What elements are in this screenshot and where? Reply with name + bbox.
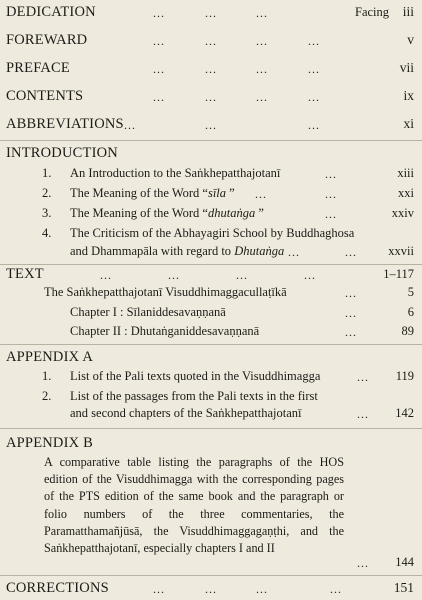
toc-intro-item-page: xxvii [388, 244, 414, 258]
toc-intro-item-term: sīla [207, 186, 227, 200]
toc-text-item-title: Chapter I : Sīlaniddesavaṇṇanā [70, 305, 226, 319]
toc-foreward-page: v [407, 32, 414, 47]
toc-text-leader: ... [168, 268, 180, 282]
toc-dedication-leader: ... [205, 6, 217, 20]
toc-text-label: TEXT [6, 266, 44, 282]
toc-intro-item-leader: ... [325, 207, 337, 221]
toc-text-item-page: 6 [407, 305, 414, 319]
toc-intro-item-leader: ... [255, 187, 267, 201]
toc-contents-leader: ... [205, 90, 217, 104]
toc-abbreviations-page: xi [403, 116, 414, 131]
toc-intro-item-number: 3. [42, 206, 52, 220]
section-divider [0, 344, 422, 345]
toc-foreward-leader: ... [205, 34, 217, 48]
toc-foreward-leader: ... [256, 34, 268, 48]
toc-corrections-label: CORRECTIONS [6, 580, 109, 596]
toc-corrections-page: 151 [393, 580, 414, 595]
toc-appendix-a-item-leader: ... [357, 370, 369, 384]
toc-abbreviations-leader: ... [205, 118, 217, 132]
toc-text-leader: ... [236, 268, 248, 282]
toc-contents-page: ix [403, 88, 414, 103]
toc-corrections-leader: ... [205, 582, 217, 596]
toc-intro-item-title: The Meaning of the Word “sīla ” [70, 186, 235, 200]
toc-contents-leader: ... [308, 90, 320, 104]
toc-appendix-a-item-number: 2. [42, 389, 52, 403]
toc-appendix-b-description: A comparative table listing the paragraphs of the HOS edition of the Visuddhimagga with the corresponding pages of the PTS edition of the same book and the paragraph or folio numbers of the three commentaries, the Paramatthamañjūsā, the Visuddhimaggagaṇṭhi, and the Saṅkhepatthajotanī, especially chapters I and II [44, 455, 344, 556]
toc-corrections-leader: ... [153, 582, 165, 596]
toc-contents-leader: ... [256, 90, 268, 104]
toc-intro-item-leader: ... [345, 245, 357, 259]
toc-appendix-a-item-page: 142 [395, 406, 414, 420]
toc-contents-label: CONTENTS [6, 88, 84, 104]
toc-appendix-a-item-leader: ... [357, 407, 369, 421]
toc-introduction-label: INTRODUCTION [6, 145, 118, 161]
toc-intro-item-page: xxi [398, 186, 414, 200]
toc-abbreviations-leader: ... [308, 118, 320, 132]
toc-text-leader: ... [304, 268, 316, 282]
toc-intro-item-number: 2. [42, 186, 52, 200]
toc-text-item-page: 5 [407, 285, 414, 299]
toc-text-item-page: 89 [401, 324, 414, 338]
toc-corrections-leader: ... [256, 582, 268, 596]
section-divider [0, 140, 422, 141]
section-divider [0, 428, 422, 429]
toc-text-item-leader: ... [345, 306, 357, 320]
toc-intro-item-term: dhutaṅga [207, 206, 256, 220]
toc-text-item-title: The Saṅkhepatthajotanī Visuddhimaggacullaṭīkā [44, 285, 287, 299]
toc-text-item-title: Chapter II : Dhutaṅganiddesavaṇṇanā [70, 324, 260, 338]
toc-intro-item-page: xxiv [391, 206, 414, 220]
toc-contents-leader: ... [153, 90, 165, 104]
toc-intro-item-title: The Meaning of the Word “dhutaṅga ” [70, 206, 264, 220]
toc-appendix-a-item-page: 119 [395, 369, 414, 383]
toc-foreward-leader: ... [308, 34, 320, 48]
toc-intro-item-leader: ... [325, 187, 337, 201]
toc-appendix-b-label: APPENDIX B [6, 435, 93, 451]
toc-appendix-b-page: 144 [395, 555, 414, 569]
toc-dedication-leader: ... [153, 6, 165, 20]
toc-appendix-a-item-title: List of the passages from the Pali texts in the first [70, 389, 318, 403]
toc-dedication-facing: Facing [355, 5, 390, 19]
toc-dedication-leader: ... [256, 6, 268, 20]
toc-appendix-b-leader: ... [357, 556, 369, 570]
toc-preface-label: PREFACE [6, 60, 70, 76]
toc-preface-leader: ... [205, 62, 217, 76]
toc-abbreviations-label: ABBREVIATIONS [6, 116, 124, 132]
toc-preface-leader: ... [308, 62, 320, 76]
toc-preface-page: vii [399, 60, 414, 75]
toc-text-item-leader: ... [345, 286, 357, 300]
toc-text-page: 1–117 [383, 267, 414, 281]
toc-text-item-leader: ... [345, 325, 357, 339]
toc-intro-item-page: xiii [397, 166, 414, 180]
toc-dedication-page: iii [402, 4, 414, 19]
toc-intro-item-number: 4. [42, 226, 52, 240]
toc-intro-item-title: The Criticism of the Abhayagiri School by Buddhaghosa [70, 226, 355, 240]
toc-foreward-leader: ... [153, 34, 165, 48]
toc-text-leader: ... [100, 268, 112, 282]
toc-intro-item-title-cont: and Dhammapāla with regard to Dhutaṅga [70, 244, 285, 258]
toc-appendix-a-item-title: List of the Pali texts quoted in the Visuddhimagga [70, 369, 321, 383]
toc-intro-item-title: An Introduction to the Saṅkhepatthajotanī [70, 166, 281, 180]
toc-intro-item-number: 1. [42, 166, 52, 180]
section-divider [0, 575, 422, 576]
toc-dedication-label: DEDICATION [6, 4, 96, 20]
toc-intro-item-leader: ... [288, 245, 300, 259]
toc-intro-item-term: Dhutaṅga [234, 244, 285, 258]
toc-appendix-a-label: APPENDIX A [6, 349, 93, 365]
toc-foreward-label: FOREWARD [6, 32, 88, 48]
toc-preface-leader: ... [153, 62, 165, 76]
section-divider [0, 264, 422, 265]
toc-intro-item-leader: ... [325, 167, 337, 181]
toc-preface-leader: ... [256, 62, 268, 76]
toc-corrections-leader: ... [330, 582, 342, 596]
toc-abbreviations-leader: ... [124, 118, 136, 132]
toc-appendix-a-item-number: 1. [42, 369, 52, 383]
toc-appendix-a-item-title-cont: and second chapters of the Saṅkhepatthajotanī [70, 406, 302, 420]
